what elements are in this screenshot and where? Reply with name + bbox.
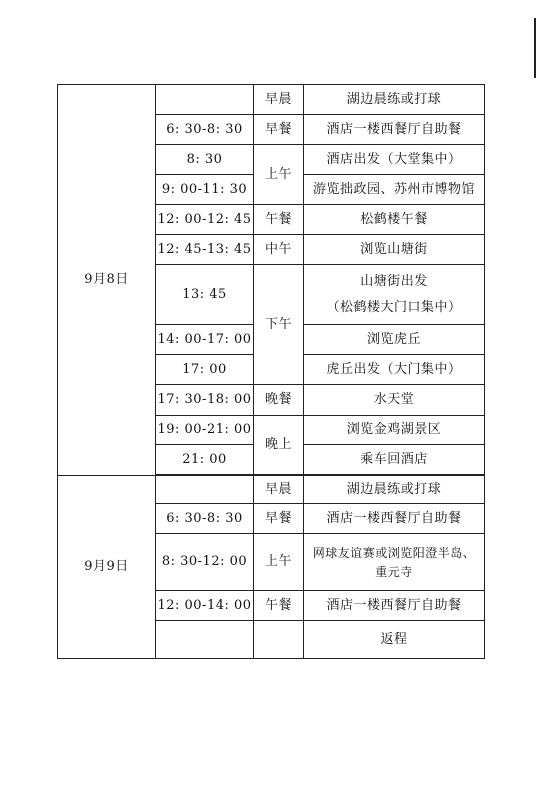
period-cell: 晚餐 <box>254 385 304 416</box>
period-cell: 中午 <box>254 235 304 265</box>
time-cell: 13: 45 <box>156 265 254 325</box>
activity-cell: 湖边晨练或打球 <box>304 85 485 115</box>
time-cell: 9: 00-11: 30 <box>156 175 254 205</box>
time-cell: 12: 00-12: 45 <box>156 205 254 235</box>
activity-cell: 浏览金鸡湖景区 <box>304 416 485 445</box>
activity-cell <box>304 534 485 591</box>
page-edge-mark <box>534 18 536 78</box>
period-cell: 午餐 <box>254 591 304 621</box>
activity-cell: 水天堂 <box>304 385 485 416</box>
time-cell: 8: 30-12: 00 <box>156 534 254 591</box>
activity-cell: 浏览虎丘 <box>304 325 485 355</box>
time-cell: 21: 00 <box>156 445 254 475</box>
activity-cell: 虎丘出发（大门集中） <box>304 355 485 385</box>
period-cell: 上午 <box>254 145 304 205</box>
period-cell: 早餐 <box>254 504 304 534</box>
time-cell <box>156 85 254 115</box>
time-cell: 17: 30-18: 00 <box>156 385 254 416</box>
activity-line: 山塘街出发 <box>360 273 428 289</box>
period-cell: 早晨 <box>254 85 304 115</box>
period-cell <box>254 621 304 659</box>
activity-cell: 返程 <box>304 621 485 659</box>
time-cell <box>156 476 254 504</box>
activity-cell: 酒店一楼西餐厅自助餐 <box>304 115 485 145</box>
activity-cell: 浏览山塘街 <box>304 235 485 265</box>
period-cell: 晚上 <box>254 416 304 475</box>
activity-cell: 酒店一楼西餐厅自助餐 <box>304 504 485 534</box>
activity-line: 重元寺 <box>375 564 413 579</box>
activity-cell: 酒店一楼西餐厅自助餐 <box>304 591 485 621</box>
activity-cell: 游览拙政园、苏州市博物馆 <box>304 175 485 205</box>
schedule-table <box>57 84 485 659</box>
time-cell: 12: 45-13: 45 <box>156 235 254 265</box>
time-cell: 19: 00-21: 00 <box>156 416 254 445</box>
activity-cell: 乘车回酒店 <box>304 445 485 475</box>
activity-line: 网球友谊赛或浏览阳澄半岛、 <box>312 545 476 560</box>
date-cell: 9月8日 <box>58 85 156 476</box>
time-cell: 6: 30-8: 30 <box>156 504 254 534</box>
time-cell <box>156 621 254 659</box>
activity-cell: 湖边晨练或打球 <box>304 476 485 504</box>
activity-line: （松鹤楼大门口集中） <box>326 299 462 315</box>
time-cell: 6: 30-8: 30 <box>156 115 254 145</box>
activity-cell: 酒店出发（大堂集中） <box>304 145 485 175</box>
time-cell: 14: 00-17: 00 <box>156 325 254 355</box>
date-cell: 9月9日 <box>58 476 156 659</box>
time-cell: 12: 00-14: 00 <box>156 591 254 621</box>
period-cell: 早餐 <box>254 115 304 145</box>
period-cell: 下午 <box>254 265 304 385</box>
table-row <box>58 85 485 115</box>
table-row <box>58 476 485 504</box>
activity-cell <box>304 265 485 325</box>
time-cell: 8: 30 <box>156 145 254 175</box>
period-cell: 午餐 <box>254 205 304 235</box>
period-cell: 早晨 <box>254 476 304 504</box>
period-cell: 上午 <box>254 534 304 591</box>
time-cell: 17: 00 <box>156 355 254 385</box>
activity-cell: 松鹤楼午餐 <box>304 205 485 235</box>
